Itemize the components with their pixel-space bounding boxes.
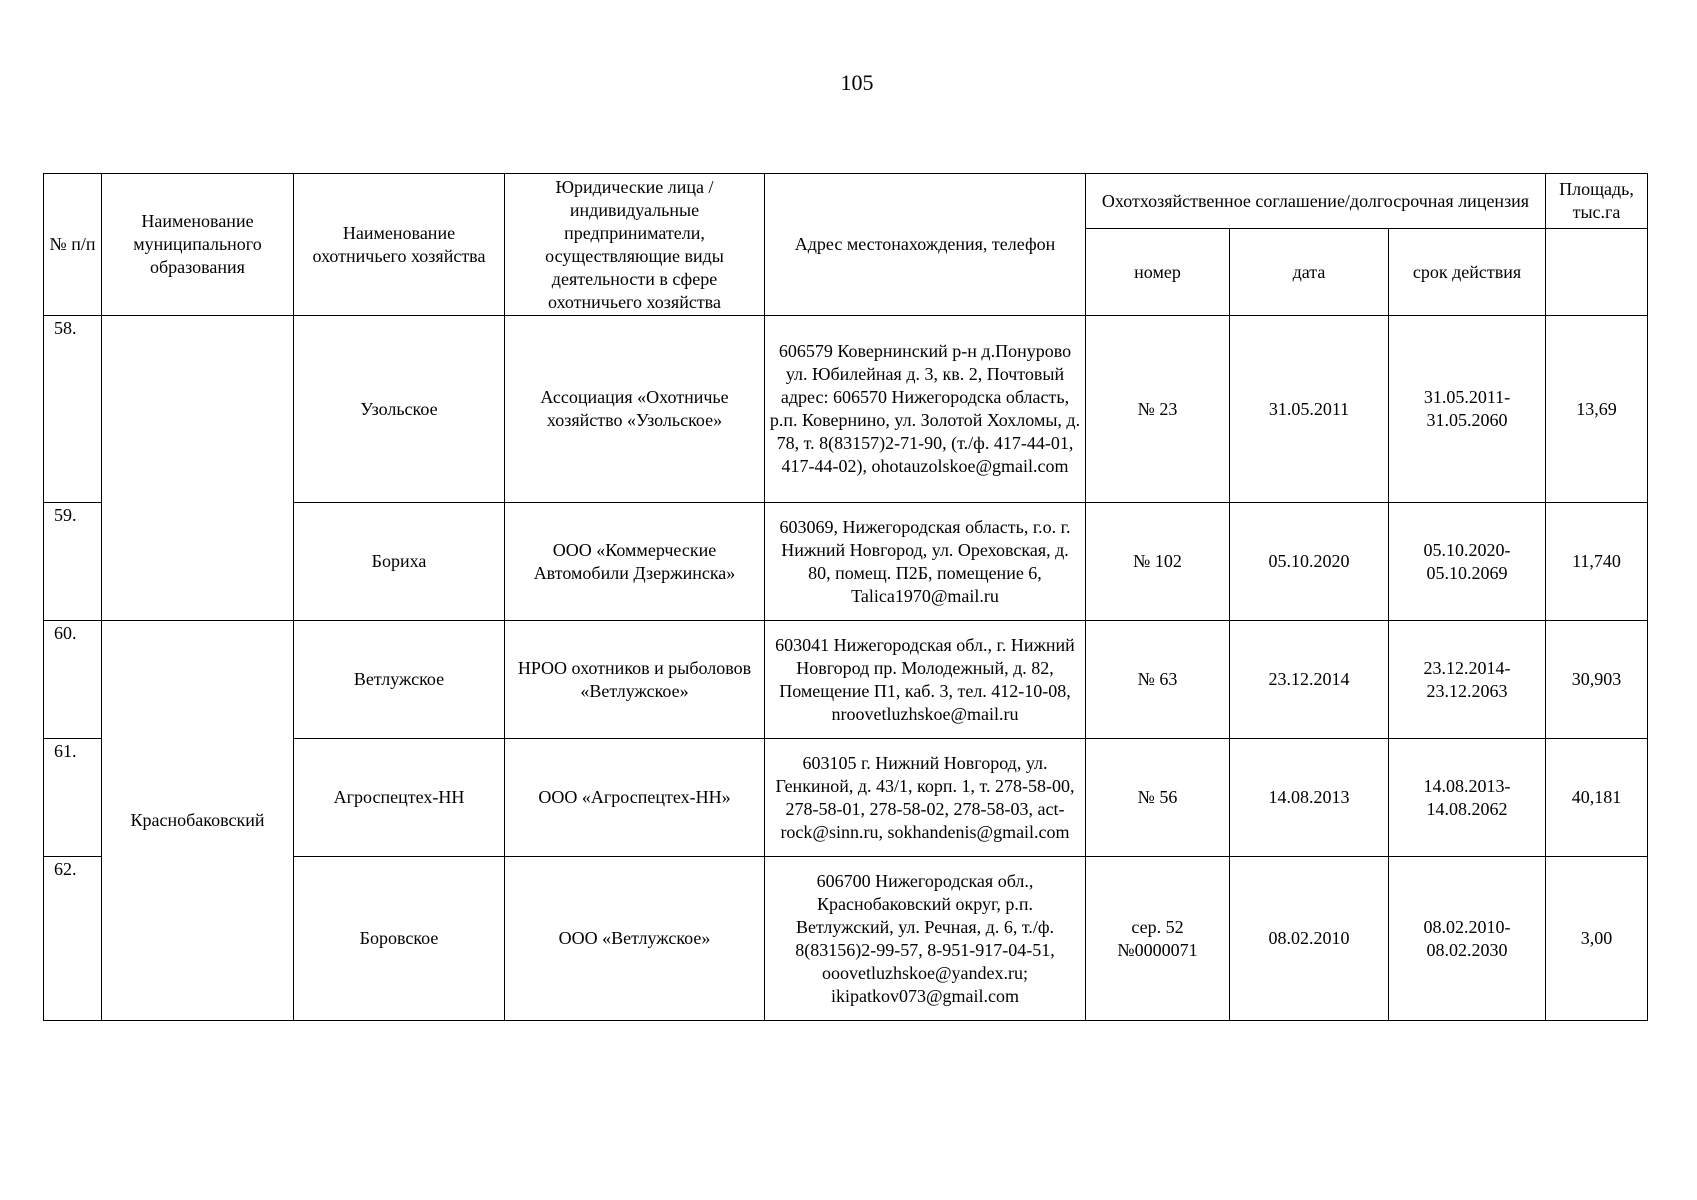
agreement-term: 08.02.2010-08.02.2030 <box>1389 857 1546 1021</box>
farm-name: Ветлужское <box>294 621 505 739</box>
agreement-number: № 102 <box>1086 503 1230 621</box>
agreement-number: сер. 52 №0000071 <box>1086 857 1230 1021</box>
agreement-date: 08.02.2010 <box>1230 857 1389 1021</box>
header-hunting-farm: Наименование охотничьего хозяйства <box>294 174 505 316</box>
farm-name: Боровское <box>294 857 505 1021</box>
header-agreement-term: срок действия <box>1389 229 1546 316</box>
header-area: Площадь, тыс.га <box>1546 174 1648 229</box>
agreement-term: 05.10.2020-05.10.2069 <box>1389 503 1546 621</box>
agreement-date: 05.10.2020 <box>1230 503 1389 621</box>
header-agreement-date: дата <box>1230 229 1389 316</box>
header-legal-entities: Юридические лица / индивидуальные предприниматели, осуществляющие виды деятельности в сфере охотничьего хозяйства <box>505 174 765 316</box>
header-row <box>44 174 1648 229</box>
area-value: 40,181 <box>1546 739 1648 857</box>
address-cell: 606579 Ковернинский р-н д.Понурово ул. Юбилейная д. 3, кв. 2, Почтовый адрес: 606570 Нижегородска область, р.п. Ковернино, ул. Золотой Хохломы, д. 78, т. 8(83157)2-71-90, (т./ф. 417-44-01, 417-44-02), ohotauzolskoe@gmail.com <box>765 316 1086 503</box>
page-number: 105 <box>840 70 874 95</box>
header-num: № п/п <box>44 174 102 316</box>
row-num: 62. <box>44 857 102 1021</box>
header-municipality: Наименование муниципального образования <box>102 174 294 316</box>
farm-name: Узольское <box>294 316 505 503</box>
header-address: Адрес местонахождения, телефон <box>765 174 1086 316</box>
agreement-number: № 63 <box>1086 621 1230 739</box>
header-agreement-number: номер <box>1086 229 1230 316</box>
header-area-empty <box>1546 229 1648 316</box>
address-cell: 603105 г. Нижний Новгород, ул. Генкиной, д. 43/1, корп. 1, т. 278-58-00, 278-58-01, 278-58-02, 278-58-03, act-rock@sinn.ru, sokhandenis@gmail.com <box>765 739 1086 857</box>
address-cell: 603041 Нижегородская обл., г. Нижний Новгород пр. Молодежный, д. 82, Помещение П1, каб. 3, тел. 412-10-08, nroovetluzhskoe@mail.ru <box>765 621 1086 739</box>
agreement-term: 23.12.2014-23.12.2063 <box>1389 621 1546 739</box>
row-num: 58. <box>44 316 102 503</box>
area-value: 30,903 <box>1546 621 1648 739</box>
header-agreement: Охотхозяйственное соглашение/долгосрочная лицензия <box>1086 174 1546 229</box>
row-num: 60. <box>44 621 102 739</box>
farm-name: Бориха <box>294 503 505 621</box>
address-cell: 606700 Нижегородская обл., Краснобаковский округ, р.п. Ветлужский, ул. Речная, д. 6, т./ф. 8(83156)2-99-57, 8-951-917-04-51, ooovetluzhskoe@yandex.ru; ikipatkov073@gmail.com <box>765 857 1086 1021</box>
agreement-date: 31.05.2011 <box>1230 316 1389 503</box>
farm-name: Агроспецтех-НН <box>294 739 505 857</box>
table-row <box>44 316 1648 503</box>
municipality-cell <box>102 316 294 621</box>
row-num: 59. <box>44 503 102 621</box>
legal-entity: ООО «Агроспецтех-НН» <box>505 739 765 857</box>
agreement-date: 23.12.2014 <box>1230 621 1389 739</box>
area-value: 13,69 <box>1546 316 1648 503</box>
address-cell: 603069, Нижегородская область, г.о. г. Нижний Новгород, ул. Ореховская, д. 80, помещ. П2Б, помещение 6, Talica1970@mail.ru <box>765 503 1086 621</box>
legal-entity: ООО «Ветлужское» <box>505 857 765 1021</box>
municipality-cell: Краснобаковский <box>102 621 294 1021</box>
table-row <box>44 621 1648 739</box>
area-value: 3,00 <box>1546 857 1648 1021</box>
agreement-term: 14.08.2013-14.08.2062 <box>1389 739 1546 857</box>
legal-entity: ООО «Коммерческие Автомобили Дзержинска» <box>505 503 765 621</box>
agreement-number: № 23 <box>1086 316 1230 503</box>
row-num: 61. <box>44 739 102 857</box>
agreement-term: 31.05.2011-31.05.2060 <box>1389 316 1546 503</box>
area-value: 11,740 <box>1546 503 1648 621</box>
agreement-number: № 56 <box>1086 739 1230 857</box>
hunting-farms-table <box>43 173 1648 1021</box>
legal-entity: НРОО охотников и рыболовов «Ветлужское» <box>505 621 765 739</box>
legal-entity: Ассоциация «Охотничье хозяйство «Узольское» <box>505 316 765 503</box>
agreement-date: 14.08.2013 <box>1230 739 1389 857</box>
